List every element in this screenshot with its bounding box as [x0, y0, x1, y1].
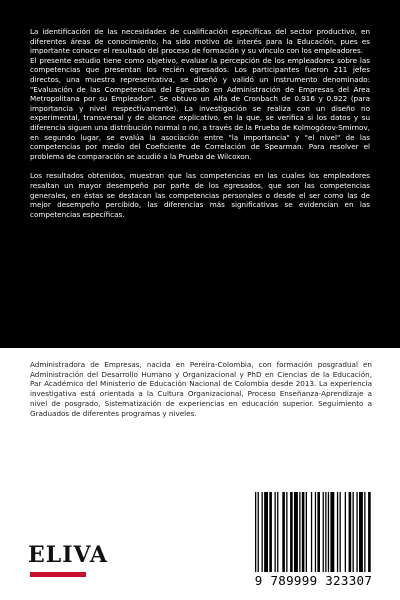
author-bio-text: Administradora de Empresas, nacida en Pereira-Colombia, con formación posgradual en Administración del Desarrollo Humano y Organizacional y PhD en Ciencias de la Educación, Par Académico del Ministerio de Educación Nacional de Colombia desde 2013. La experiencia investigativa está orientada a la Cultura Organizacional, Proceso Enseñanza-Aprendizaje a nivel de posgrado, Sistematización de experiencias en educación superior. Seguimiento a Graduados de diferentes programas y niveles. [30, 360, 372, 418]
barcode-digits: 9 789999 323307 [254, 573, 373, 588]
book-abstract [30, 27, 370, 219]
isbn-barcode [241, 488, 386, 589]
publisher-logo-text: ELIVA [28, 542, 108, 568]
barcode-bars [255, 492, 372, 572]
abstract-paragraph-3: Los resultados obtenidos, muestran que las competencias en las cuales los empleadores resaltan un mayor desempeño por parte de los egresados, que son las competencias generales, en éstas se destacan las competencias personales o desde el ser como las de mejor desempeño percibido, las diferencias más significativas se evidencian en las competencias específicas. [30, 171, 370, 219]
publisher-logo-bar [30, 572, 86, 577]
abstract-paragraph-1: La identificación de las necesidades de cualificación específicas del sector productivo, en diferentes áreas de conocimiento, ha sido motivo de interés para la Educación, pues es importante conocer el resultado del proceso de formación y su vínculo con los empleadores. [30, 27, 370, 56]
publisher-logo [28, 542, 108, 590]
abstract-paragraph-2: El presente estudio tiene como objetivo, evaluar la percepción de los empleadores sobre las competencias que presentan los recién egresados. Los participantes fueron 211 jefes directos, una muestra representativa, se diseñó y validó un instrumento denominado: "Evaluación de las Competencias del Egresado en Administración de Empresas del Área Metropolitana por su Empleador". Se obtuvo un Alfa de Cronbach de 0.916 y 0.922 (para importancia y nivel respectivamente). La investigación se realiza con un diseño no experimental, transversal y de alcance explicativo, en la que, se verifica si los datos y su diferencia siguen una distribución normal o no, a través de la Prueba de Kolmogórov-Smirnov, en segundo lugar, se evalúa la asociación entre "la importancia" y "el nivel" de las competencias por medio del Coeficiente de Correlación de Spearman. Para resolver el problema de comparación se acudió a la Prueba de Wilcoxon. [30, 55, 370, 161]
author-bio [30, 360, 372, 418]
